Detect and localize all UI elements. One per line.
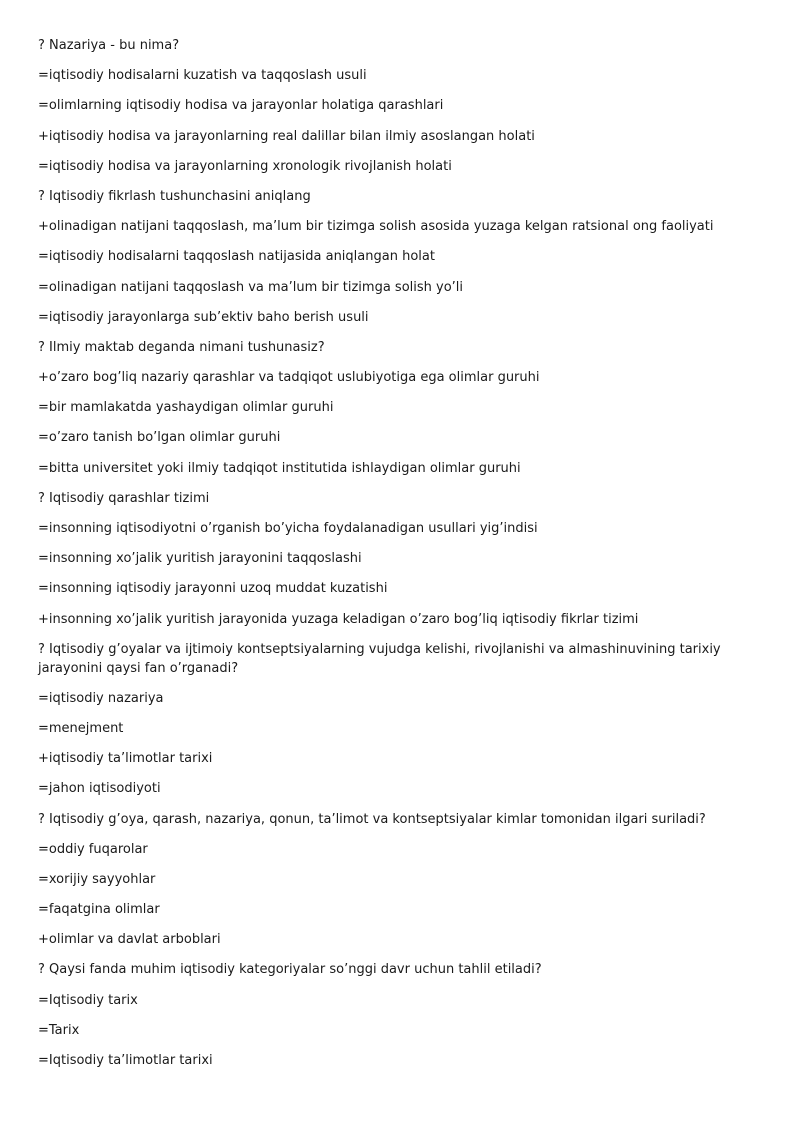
question-line: ? Iqtisodiy qarashlar tizimi	[38, 490, 210, 506]
document-page	[38, 36, 768, 1081]
answer-option: =iqtisodiy jarayonlarga sub’ektiv baho berish usuli	[38, 309, 369, 325]
question-line: ? Qaysi fanda muhim iqtisodiy kategoriyalar so’nggi davr uchun tahlil etiladi?	[38, 962, 542, 978]
answer-option: =jahon iqtisodiyoti	[38, 781, 161, 797]
answer-option: =faqatgina olimlar	[38, 902, 160, 918]
answer-option: =oddiy fuqarolar	[38, 841, 148, 857]
answer-option: =insonning iqtisodiy jarayonni uzoq muddat kuzatishi	[38, 581, 388, 597]
answer-option: =Iqtisodiy ta’limotlar tarixi	[38, 1053, 213, 1068]
answer-option: =bitta universitet yoki ilmiy tadqiqot institutida ishlaydigan olimlar guruhi	[38, 460, 521, 476]
correct-answer-option: +olinadigan natijani taqqoslash, ma’lum bir tizimga solish asosida yuzaga kelgan ratsional ong faoliyati	[38, 219, 714, 235]
answer-option: =iqtisodiy hodisa va jarayonlarning xronologik rivojlanish holati	[38, 158, 452, 174]
question-line: ? Iqtisodiy g’oya, qarash, nazariya, qonun, ta’limot va kontseptsiyalar kimlar tomonidan ilgari suriladi?	[38, 811, 706, 827]
answer-option: =o’zaro tanish bo’lgan olimlar guruhi	[38, 430, 281, 446]
answer-option: =Tarix	[38, 1022, 80, 1038]
answer-option: =menejment	[38, 720, 124, 736]
question-line: ? Iqtisodiy fikrlash tushunchasini aniqlang	[38, 188, 311, 204]
correct-answer-option: +insonning xo’jalik yuritish jarayonida yuzaga keladigan o’zaro bog’liq iqtisodiy fikrlar tizimi	[38, 611, 639, 627]
correct-answer-option: +iqtisodiy ta’limotlar tarixi	[38, 751, 213, 767]
answer-option: =iqtisodiy nazariya	[38, 690, 164, 706]
answer-option: =bir mamlakatda yashaydigan olimlar guruhi	[38, 400, 334, 416]
answer-option: =iqtisodiy hodisalarni kuzatish va taqqoslash usuli	[38, 68, 367, 84]
answer-option: =iqtisodiy hodisalarni taqqoslash natijasida aniqlangan holat	[38, 249, 435, 265]
correct-answer-option: +iqtisodiy hodisa va jarayonlarning real dalillar bilan ilmiy asoslangan holati	[38, 128, 535, 144]
correct-answer-option: +o’zaro bog’liq nazariy qarashlar va tadqiqot uslubiyotiga ega olimlar guruhi	[38, 370, 540, 386]
answer-option: =xorijiy sayyohlar	[38, 871, 156, 887]
answer-option: =insonning xo’jalik yuritish jarayonini taqqoslashi	[38, 551, 362, 567]
answer-option: =Iqtisodiy tarix	[38, 992, 138, 1008]
answer-option: =olinadigan natijani taqqoslash va ma’lum bir tizimga solish yo’li	[38, 279, 464, 295]
question-line: ? Ilmiy maktab deganda nimani tushunasiz?	[38, 339, 325, 355]
answer-option: =insonning iqtisodiyotni o’rganish bo’yicha foydalanadigan usullari yig’indisi	[38, 521, 538, 536]
question-line: ? Nazariya - bu nima?	[38, 38, 180, 53]
question-line: ? Iqtisodiy g’oyalar va ijtimoiy kontseptsiyalarning vujudga kelishi, rivojlanishi va almashinuvining tarixiy jarayonini qaysi fan o’rganadi?	[38, 641, 721, 676]
correct-answer-option: +olimlar va davlat arboblari	[38, 932, 221, 948]
answer-option: =olimlarning iqtisodiy hodisa va jarayonlar holatiga qarashlari	[38, 98, 444, 114]
